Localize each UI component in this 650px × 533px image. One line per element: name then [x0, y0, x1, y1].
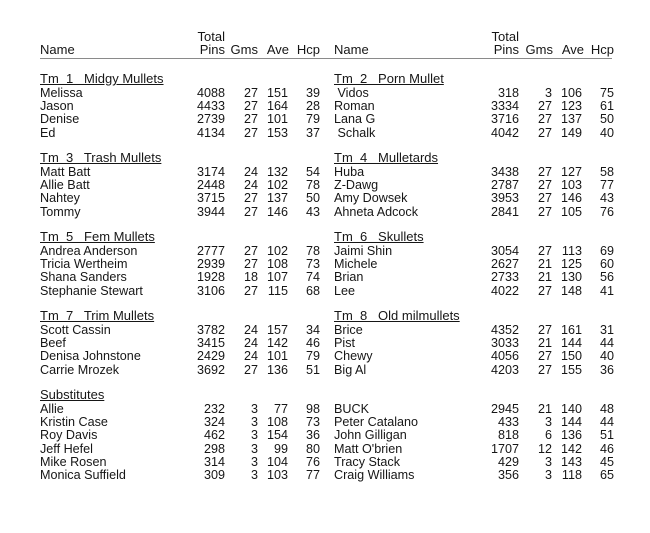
bowler-gms: 27	[243, 86, 258, 100]
header-name: Name	[40, 42, 75, 57]
bowler-pins: 2939	[196, 257, 225, 272]
bowler-hcp: 46	[599, 441, 614, 456]
bowler-row	[40, 285, 325, 298]
bowler-gms: 27	[243, 112, 258, 127]
bowler-ave: 154	[266, 428, 288, 443]
bowler-pins: 2448	[196, 178, 225, 193]
bowler-name: Denise	[40, 112, 80, 127]
bowler-pins: 4433	[196, 99, 225, 114]
bowler-hcp: 69	[599, 244, 614, 258]
bowler-hcp: 77	[599, 178, 614, 193]
team-title: Tm 2 Porn Mullet	[334, 71, 444, 86]
bowler-gms: 27	[243, 362, 258, 377]
bowler-ave: 149	[560, 125, 582, 140]
bowler-pins: 3715	[196, 191, 225, 206]
bowler-row	[334, 113, 624, 126]
bowler-name: Jeff Hefel	[40, 441, 93, 456]
bowler-hcp: 41	[599, 283, 614, 298]
bowler-gms: 27	[537, 283, 552, 298]
bowler-hcp: 43	[305, 204, 320, 219]
bowler-name: Carrie Mrozek	[40, 362, 120, 377]
bowler-name: Andrea Anderson	[40, 244, 138, 258]
bowler-gms: 27	[537, 323, 552, 337]
bowler-hcp: 65	[599, 467, 614, 482]
bowler-gms: 3	[250, 428, 258, 443]
bowler-pins: 429	[497, 454, 519, 469]
bowler-pins: 2841	[490, 204, 519, 219]
team-title	[334, 388, 624, 402]
bowler-hcp: 75	[599, 86, 614, 100]
bowler-ave: 143	[560, 454, 582, 469]
bowler-ave: 102	[266, 244, 288, 258]
bowler-pins: 2733	[490, 270, 519, 285]
bowler-pins: 3944	[196, 204, 225, 219]
bowler-pins: 2777	[196, 244, 225, 258]
bowler-name: Craig Williams	[334, 467, 415, 482]
team-title: Substitutes	[40, 387, 105, 402]
team-section	[40, 230, 325, 298]
bowler-gms: 27	[537, 244, 552, 258]
bowler-row	[40, 364, 325, 377]
bowler-gms: 3	[544, 454, 552, 469]
bowler-row	[40, 192, 325, 205]
bowler-hcp: 61	[599, 99, 614, 114]
header-total: Total	[197, 29, 225, 44]
bowler-name: Huba	[334, 165, 365, 179]
bowler-gms: 3	[250, 467, 258, 482]
bowler-pins: 314	[203, 454, 225, 469]
bowler-ave: 137	[266, 191, 288, 206]
bowler-name: Jason	[40, 99, 74, 114]
bowler-pins: 4352	[490, 323, 519, 337]
bowler-row	[40, 443, 325, 456]
bowler-hcp: 79	[305, 112, 320, 127]
bowler-gms: 21	[537, 257, 552, 272]
bowler-pins: 3716	[490, 112, 519, 127]
bowler-pins: 3692	[196, 362, 225, 377]
bowler-ave: 148	[560, 283, 582, 298]
bowler-gms: 21	[537, 402, 552, 416]
bowler-pins: 3415	[196, 336, 225, 351]
team-section	[40, 309, 325, 377]
bowler-pins: 2945	[490, 402, 519, 416]
bowler-hcp: 76	[599, 204, 614, 219]
bowler-gms: 12	[537, 441, 552, 456]
bowler-ave: 113	[561, 244, 582, 258]
bowler-name: John Gilligan	[334, 428, 407, 443]
bowler-gms: 24	[243, 178, 258, 193]
bowler-gms: 24	[243, 323, 258, 337]
bowler-row	[40, 350, 325, 363]
bowler-hcp: 74	[305, 270, 320, 285]
bowler-name: BUCK	[334, 402, 369, 416]
bowler-ave: 153	[266, 125, 288, 140]
bowler-hcp: 60	[599, 257, 614, 272]
bowler-hcp: 44	[599, 415, 614, 430]
bowler-row	[334, 192, 624, 205]
right-header	[334, 0, 624, 58]
bowler-name: Pist	[334, 336, 355, 351]
bowler-hcp: 36	[599, 362, 614, 377]
bowler-pins: 1707	[490, 441, 519, 456]
bowler-name: Stephanie Stewart	[40, 283, 143, 298]
bowler-ave: 132	[266, 165, 288, 179]
bowler-hcp: 39	[305, 86, 320, 100]
bowler-ave: 144	[560, 415, 582, 430]
bowler-row	[40, 456, 325, 469]
bowler-pins: 3054	[490, 244, 519, 258]
bowler-gms: 21	[537, 270, 552, 285]
bowler-hcp: 40	[599, 125, 614, 140]
bowler-name: Ed	[40, 125, 56, 140]
header-pins: Pins	[493, 42, 519, 57]
bowler-hcp: 56	[599, 270, 614, 285]
bowler-ave: 137	[560, 112, 582, 127]
bowler-hcp: 68	[305, 283, 320, 298]
bowler-hcp: 43	[599, 191, 614, 206]
bowler-gms: 27	[537, 204, 552, 219]
bowler-row	[40, 113, 325, 126]
bowler-gms: 27	[243, 244, 258, 258]
header-ave: Ave	[266, 42, 289, 57]
team-title: Tm 6 Skullets	[334, 229, 424, 244]
bowler-gms: 3	[250, 402, 258, 416]
bowler-ave: 136	[560, 428, 582, 443]
bowler-ave: 146	[266, 204, 288, 219]
bowler-name: Roman	[334, 99, 375, 114]
bowler-gms: 27	[243, 204, 258, 219]
bowler-pins: 462	[203, 428, 225, 443]
bowler-row	[334, 206, 624, 219]
bowler-pins: 433	[497, 415, 519, 430]
bowler-pins: 2787	[490, 178, 519, 193]
bowler-name: Z-Dawg	[334, 178, 379, 193]
bowler-hcp: 58	[599, 165, 614, 179]
bowler-name: Lee	[334, 283, 356, 298]
bowler-pins: 3782	[196, 323, 225, 337]
bowler-row	[334, 271, 624, 284]
header-gms: Gms	[525, 42, 553, 57]
bowler-gms: 24	[243, 349, 258, 364]
bowler-ave: 144	[560, 336, 582, 351]
bowler-ave: 130	[560, 270, 582, 285]
bowler-pins: 4088	[196, 86, 225, 100]
bowler-pins: 4134	[196, 125, 225, 140]
bowler-pins: 2739	[196, 112, 225, 127]
bowler-name: Brian	[334, 270, 364, 285]
bowler-pins: 298	[203, 441, 225, 456]
bowler-row	[334, 443, 624, 456]
bowler-gms: 27	[537, 191, 552, 206]
bowler-gms: 3	[544, 415, 552, 430]
team-section	[40, 72, 325, 140]
bowler-ave: 106	[560, 86, 582, 100]
bowler-pins: 4056	[490, 349, 519, 364]
bowler-hcp: 31	[599, 323, 614, 337]
bowler-name: Matt O'brien	[334, 441, 403, 456]
bowler-gms: 27	[537, 362, 552, 377]
team-section	[334, 388, 624, 482]
bowler-ave: 155	[560, 362, 582, 377]
bowler-pins: 232	[203, 402, 225, 416]
bowler-ave: 107	[266, 270, 288, 285]
bowler-gms: 3	[250, 415, 258, 430]
bowler-hcp: 80	[305, 441, 320, 456]
bowler-row	[334, 127, 624, 140]
bowler-name: Tommy	[40, 204, 81, 219]
header-total: Total	[491, 29, 519, 44]
bowler-ave: 142	[266, 336, 288, 351]
bowler-name: Chewy	[334, 349, 373, 364]
bowler-hcp: 51	[305, 362, 320, 377]
right-column	[334, 0, 624, 482]
bowler-gms: 27	[537, 125, 552, 140]
bowler-name: Allie	[40, 402, 64, 416]
bowler-name: Denisa Johnstone	[40, 349, 141, 364]
bowler-row	[40, 469, 325, 482]
bowler-ave: 103	[560, 178, 582, 193]
header-ave: Ave	[561, 42, 584, 57]
bowler-gms: 27	[537, 165, 552, 179]
bowler-hcp: 40	[599, 349, 614, 364]
bowler-gms: 27	[243, 99, 258, 114]
bowler-ave: 99	[273, 441, 288, 456]
bowler-pins: 318	[497, 86, 519, 100]
header-name: Name	[334, 42, 369, 57]
bowler-ave: 127	[560, 165, 582, 179]
bowler-hcp: 45	[599, 454, 614, 469]
bowler-name: Scott Cassin	[40, 323, 111, 337]
bowler-ave: 151	[266, 86, 288, 100]
bowler-name: Ahneta Adcock	[334, 204, 419, 219]
bowler-ave: 101	[266, 112, 288, 127]
bowler-name: Mike Rosen	[40, 454, 107, 469]
bowler-pins: 309	[203, 467, 225, 482]
bowler-name: Michele	[334, 257, 378, 272]
bowler-row	[40, 271, 325, 284]
team-title: Tm 7 Trim Mullets	[40, 308, 155, 323]
bowler-name: Monica Suffield	[40, 467, 126, 482]
bowler-ave: 142	[560, 441, 582, 456]
header-rule	[40, 58, 612, 59]
bowler-hcp: 78	[305, 244, 320, 258]
bowler-gms: 27	[537, 112, 552, 127]
bowler-ave: 136	[266, 362, 288, 377]
bowler-hcp: 34	[305, 323, 320, 337]
bowler-gms: 3	[544, 86, 552, 100]
header-gms: Gms	[230, 42, 258, 57]
left-header	[40, 0, 325, 58]
bowler-pins: 356	[497, 467, 519, 482]
bowler-pins: 3033	[490, 336, 519, 351]
bowler-hcp: 48	[599, 402, 614, 416]
bowler-gms: 27	[537, 349, 552, 364]
bowler-pins: 3174	[196, 165, 225, 179]
bowler-hcp: 76	[305, 454, 320, 469]
bowler-ave: 105	[560, 204, 582, 219]
team-title: Tm 4 Mulletards	[334, 150, 439, 165]
bowler-row	[40, 429, 325, 442]
bowler-ave: 118	[561, 467, 582, 482]
bowler-name: Shana Sanders	[40, 270, 127, 285]
bowler-pins: 3334	[490, 99, 519, 114]
team-title: Tm 8 Old milmullets	[334, 308, 460, 323]
bowler-hcp: 44	[599, 336, 614, 351]
bowler-gms: 3	[544, 467, 552, 482]
left-column	[40, 0, 325, 482]
bowler-row	[40, 206, 325, 219]
bowler-hcp: 54	[305, 165, 320, 179]
bowler-hcp: 28	[305, 99, 320, 114]
header-pins: Pins	[199, 42, 225, 57]
bowler-pins: 4022	[490, 283, 519, 298]
bowler-hcp: 78	[305, 178, 320, 193]
bowler-name: Tricia Wertheim	[40, 257, 128, 272]
team-section	[334, 309, 624, 377]
bowler-name: Big Al	[334, 362, 367, 377]
bowler-name: Jaimi Shin	[334, 244, 393, 258]
bowler-name: Tracy Stack	[334, 454, 401, 469]
team-title: Tm 1 Midgy Mullets	[40, 71, 164, 86]
header-hcp: Hcp	[296, 42, 320, 57]
bowler-name: Peter Catalano	[334, 415, 419, 430]
bowler-gms: 27	[243, 257, 258, 272]
team-section	[40, 388, 325, 482]
bowler-hcp: 51	[599, 428, 614, 443]
bowler-gms: 27	[243, 125, 258, 140]
bowler-gms: 6	[544, 428, 552, 443]
bowler-name: Schalk	[334, 125, 376, 140]
team-title: Tm 3 Trash Mullets	[40, 150, 162, 165]
bowler-name: Vidos	[334, 86, 369, 100]
bowler-ave: 161	[560, 323, 582, 337]
bowler-pins: 2429	[196, 349, 225, 364]
bowler-hcp: 37	[305, 125, 320, 140]
bowler-gms: 24	[243, 165, 258, 179]
bowler-ave: 104	[266, 454, 288, 469]
bowler-ave: 123	[560, 99, 582, 114]
bowler-ave: 150	[560, 349, 582, 364]
bowler-ave: 115	[267, 283, 288, 298]
bowler-pins: 4042	[490, 125, 519, 140]
bowler-ave: 102	[266, 178, 288, 193]
bowler-row	[334, 364, 624, 377]
bowler-hcp: 46	[305, 336, 320, 351]
bowler-gms: 24	[243, 336, 258, 351]
bowler-name: Allie Batt	[40, 178, 90, 193]
team-section	[334, 151, 624, 219]
bowler-gms: 27	[243, 191, 258, 206]
bowler-pins: 2627	[490, 257, 519, 272]
bowler-ave: 140	[560, 402, 582, 416]
bowler-name: Beef	[40, 336, 66, 351]
bowler-pins: 3106	[196, 283, 225, 298]
bowler-hcp: 77	[305, 467, 320, 482]
bowler-hcp: 50	[599, 112, 614, 127]
bowler-ave: 146	[560, 191, 582, 206]
team-title: Tm 5 Fem Mullets	[40, 229, 155, 244]
bowler-row	[40, 127, 325, 140]
bowler-gms: 3	[250, 454, 258, 469]
team-section	[334, 230, 624, 298]
bowler-hcp: 36	[305, 428, 320, 443]
bowler-ave: 164	[266, 99, 288, 114]
bowler-gms: 18	[243, 270, 258, 285]
bowler-gms: 27	[537, 178, 552, 193]
bowler-pins: 1928	[196, 270, 225, 285]
bowler-pins: 818	[497, 428, 519, 443]
bowler-ave: 108	[266, 257, 288, 272]
bowler-gms: 21	[537, 336, 552, 351]
bowler-row	[334, 429, 624, 442]
bowler-hcp: 73	[305, 415, 320, 430]
bowler-row	[334, 285, 624, 298]
bowler-hcp: 79	[305, 349, 320, 364]
bowler-pins: 4203	[490, 362, 519, 377]
bowler-name: Matt Batt	[40, 165, 91, 179]
team-section	[40, 151, 325, 219]
bowler-ave: 77	[273, 402, 288, 416]
bowler-ave: 101	[266, 349, 288, 364]
bowler-name: Lana G	[334, 112, 376, 127]
bowler-ave: 108	[266, 415, 288, 430]
bowler-name: Melissa	[40, 86, 83, 100]
bowler-name: Nahtey	[40, 191, 80, 206]
bowler-row	[334, 469, 624, 482]
bowler-name: Brice	[334, 323, 363, 337]
bowler-name: Amy Dowsek	[334, 191, 408, 206]
bowler-pins: 324	[203, 415, 225, 430]
bowler-row	[334, 456, 624, 469]
team-section	[334, 72, 624, 140]
bowler-pins: 3438	[490, 165, 519, 179]
bowler-pins: 3953	[490, 191, 519, 206]
bowler-hcp: 50	[305, 191, 320, 206]
bowler-name: Kristin Case	[40, 415, 108, 430]
bowler-name: Roy Davis	[40, 428, 98, 443]
bowler-ave: 125	[560, 257, 582, 272]
bowler-hcp: 98	[305, 402, 320, 416]
bowler-hcp: 73	[305, 257, 320, 272]
bowler-gms: 27	[537, 99, 552, 114]
header-hcp: Hcp	[590, 42, 614, 57]
bowler-gms: 3	[250, 441, 258, 456]
bowler-gms: 27	[243, 283, 258, 298]
bowler-row	[334, 350, 624, 363]
bowler-ave: 157	[266, 323, 288, 337]
bowler-ave: 103	[266, 467, 288, 482]
